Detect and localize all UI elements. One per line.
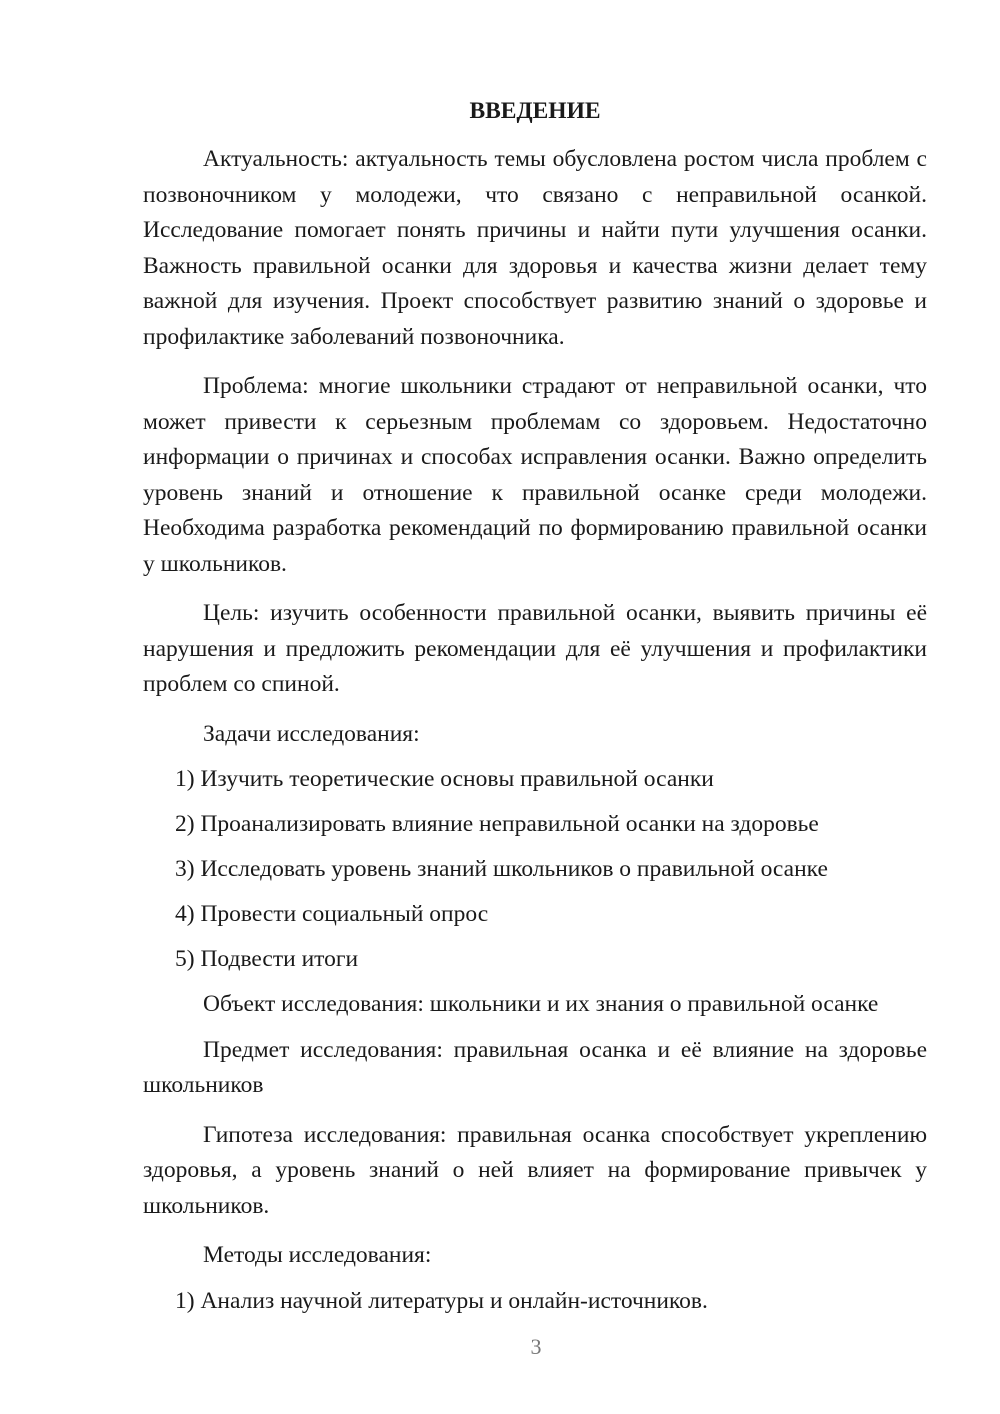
section-heading: ВВЕДЕНИЕ — [469, 98, 601, 124]
list-item-task-3: 3) Исследовать уровень знаний школьников о правильной осанке — [175, 856, 828, 882]
page-number: 3 — [530, 1334, 542, 1359]
list-item-task-2: 2) Проанализировать влияние неправильной осанки на здоровье — [175, 811, 819, 837]
paragraph-goal: Цель: изучить особенности правильной осанки, выявить причины её нарушения и предложить рекомендации для её улучшения и профилактики проблем со спиной. — [143, 600, 927, 697]
paragraph-relevance: Актуальность: актуальность темы обусловлена ростом числа проблем с позвоночником у молодежи, что связано с неправильной осанкой. Исследование помогает понять причины и найти пути улучшения осанки. Важность правильной осанки для здоровья и качества жизни делает тему важной для изучения. Проект способствует развитию знаний о здоровье и профилактике заболеваний позвоночника. — [143, 146, 927, 350]
paragraph-problem: Проблема: многие школьники страдают от неправильной осанки, что может привести к серьезным проблемам со здоровьем. Недостаточно информации о причинах и способах исправления осанки. Важно определить уровень знаний и отношение к правильной осанке среди молодежи. Необходима разработка рекомендаций по формированию правильной осанки у школьников. — [143, 373, 927, 577]
list-item-task-1: 1) Изучить теоретические основы правильной осанки — [175, 766, 714, 792]
list-item-task-5: 5) Подвести итоги — [175, 946, 359, 972]
paragraph-hypothesis: Гипотеза исследования: правильная осанка способствует укреплению здоровья, а уровень знаний о ней влияет на формирование привычек у школьников. — [143, 1121, 927, 1219]
methods-heading: Методы исследования: — [203, 1242, 432, 1268]
tasks-heading: Задачи исследования: — [203, 720, 420, 747]
list-item-task-4: 4) Провести социальный опрос — [175, 901, 489, 927]
document-body — [143, 142, 927, 1329]
paragraph-subject: Предмет исследования: правильная осанка и её влияние на здоровье школьников — [143, 1036, 927, 1098]
paragraph-object: Объект исследования: школьники и их знания о правильной осанке — [203, 991, 879, 1017]
list-item-method-1: 1) Анализ научной литературы и онлайн-источников. — [175, 1287, 708, 1314]
